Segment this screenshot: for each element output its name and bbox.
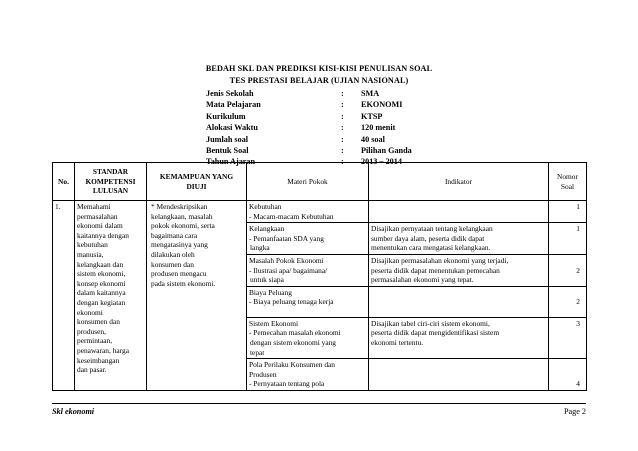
footer-left-text: Skl ekonomi (52, 407, 95, 416)
skl-line: ekonomi dalam (77, 221, 123, 231)
materi-line: - Pemanfaatan SDA yang (249, 233, 324, 243)
kemampuan-cell (147, 201, 247, 391)
header-line: KEMAMPUAN YANG (159, 171, 234, 181)
nomor-soal-cell: 1 (549, 201, 587, 223)
meta-row-kurikulum (206, 111, 412, 122)
meta-colon: : (341, 123, 344, 133)
skl-line: konsep ekonomi (77, 278, 126, 288)
materi-line: - Macam-macam Kebutuhan (249, 211, 334, 221)
materi-line: dengan sistem ekonomi yang (250, 337, 337, 347)
meta-label: Jenis Sekolah (206, 89, 254, 98)
skl-line: keseimbangan (77, 355, 120, 365)
indikator-line: sumber daya alam, peserta didik dapat (371, 233, 485, 243)
meta-row-bentuk-soal (206, 145, 412, 156)
materi-cell (247, 223, 369, 255)
skl-line: kelangkaan dan (77, 259, 124, 269)
header-line: STANDAR (92, 167, 129, 177)
skl-line: ekonomi (77, 307, 103, 317)
materi-line: untuk siapa (250, 275, 284, 285)
meta-colon: : (341, 89, 344, 98)
meta-value: EKONOMI (361, 100, 403, 110)
indikator-cell (369, 254, 549, 286)
table-row (53, 201, 587, 223)
meta-value: KTSP (361, 111, 383, 121)
header-line: LULUSAN (92, 186, 129, 196)
skl-line: kaitannya dengan (77, 230, 129, 240)
meta-label: Alokasi Waktu (206, 123, 258, 133)
meta-value: 120 menit (361, 123, 396, 133)
header-kemampuan (147, 163, 247, 201)
nomor-soal-cell: 3 (549, 317, 587, 358)
kemampuan-line: dilakukan oleh (151, 249, 195, 259)
materi-line: Masalah Pokok Ekonomi (249, 255, 324, 265)
meta-row-alokasi-waktu (206, 122, 412, 133)
meta-colon: : (341, 134, 344, 144)
indikator-cell (369, 317, 549, 358)
skl-line: dan pasar. (77, 365, 107, 375)
meta-colon: : (341, 145, 344, 155)
indikator-cell (369, 359, 549, 391)
materi-line: Produsen (249, 369, 277, 379)
meta-value: 2013 – 2014 (361, 157, 402, 167)
skl-line: sistem ekonomi, (77, 269, 126, 279)
kemampuan-line: bagaimana cara (151, 230, 198, 240)
kemampuan-line: produsen mengacu (151, 269, 207, 279)
indikator-line: Disajikan pernyataan tentang kelangkaan (371, 224, 493, 234)
header-line: KOMPETENSI (85, 176, 136, 186)
indikator-cell (369, 201, 549, 223)
skl-line: produsen, (77, 326, 106, 336)
materi-line: Kelangkaan (249, 224, 285, 234)
skl-line: permasalahan (77, 211, 118, 221)
document-title: BEDAH SKL DAN PREDIKSI KISI-KISI PENULISAN SOAL (205, 64, 433, 73)
nomor-soal-cell: 2 (549, 254, 587, 286)
indikator-line: peserta didik dapat menentukan pemecahan (371, 265, 500, 275)
meta-block (206, 88, 412, 168)
table-header-row (53, 163, 587, 201)
meta-value: Pilihan Ganda (361, 145, 412, 155)
row-number: 1. (53, 201, 75, 391)
materi-cell (247, 359, 369, 391)
materi-cell (247, 201, 369, 223)
meta-row-jumlah-soal (206, 134, 412, 145)
meta-value: 40 soal (361, 134, 385, 144)
materi-line: Sistem Ekonomi (249, 318, 299, 328)
indikator-line: Disajikan permasalahan ekonomi yang terjadi, (371, 255, 509, 265)
footer-divider (52, 403, 586, 404)
meta-label: Mata Pelajaran (206, 100, 261, 110)
materi-line: - Biaya peluang tenaga kerja (249, 297, 334, 307)
header-no: No. (53, 163, 75, 201)
kemampuan-line: pokok ekonomi, serta (151, 221, 215, 231)
meta-colon: : (341, 157, 344, 167)
skl-line: kebutuhan (77, 240, 108, 250)
indikator-line: menentukan cara mengatasi kelangkaan. (371, 243, 491, 253)
meta-label: Bentuk Soal (206, 145, 249, 155)
materi-line: - Pemecahan masalah ekonomi (249, 328, 341, 338)
indikator-line: permasalahan ekonomi yang tepat. (371, 275, 474, 285)
materi-line: Biaya Peluang (249, 287, 292, 297)
meta-colon: : (341, 111, 344, 121)
indikator-line: Disajikan tabel ciri-ciri sistem ekonomi, (371, 318, 490, 328)
skl-line: dengan kegiatan (77, 297, 126, 307)
materi-cell (247, 317, 369, 358)
skl-line: konsumen dan (77, 317, 120, 327)
kemampuan-line: pada sistem ekonomi. (151, 278, 216, 288)
kemampuan-line: mengatasinya yang (151, 240, 208, 250)
meta-row-jenis-sekolah (206, 88, 412, 99)
header-indikator: Indikator (369, 163, 549, 201)
kemampuan-line: konsumen dan (151, 259, 194, 269)
meta-colon: : (341, 100, 344, 110)
materi-line: - Ilustrasi apa/ bagaimana/ (249, 265, 328, 275)
meta-label: Tahun Ajaran (206, 157, 256, 167)
materi-line: tepat (250, 347, 265, 357)
materi-line: Pola Perilaku Konsumen dan (249, 360, 336, 370)
meta-value: SMA (361, 89, 380, 98)
header-line: Soal (560, 181, 575, 191)
meta-label: Jumlah soal (206, 134, 249, 144)
skl-line: dalam kaitannya (77, 288, 126, 298)
indikator-cell (369, 286, 549, 317)
indikator-line: ekonomi tertentu. (371, 337, 424, 347)
materi-line: Kebutuhan (249, 202, 282, 211)
kemampuan-line: kelangkaan, masalah (151, 211, 213, 221)
skl-line: penawaran, harga (77, 345, 129, 355)
materi-cell (247, 286, 369, 317)
skl-line: Memahami (77, 202, 111, 211)
indikator-line: peserta didik dapat mengidentifikasi sistem (371, 328, 500, 338)
header-nomor-soal (549, 163, 587, 201)
header-line: DIUJI (186, 181, 207, 191)
indikator-cell (369, 223, 549, 255)
document-subtitle: TES PRESTASI BELAJAR (UJIAN NASIONAL) (229, 76, 409, 85)
standar-kompetensi-cell (75, 201, 147, 391)
skl-line: permintaan, (77, 336, 113, 346)
footer-page-number: Page 2 (563, 407, 586, 416)
materi-line: - Pernyataan tentang pola (249, 379, 325, 389)
nomor-soal-cell: 1 (549, 223, 587, 255)
materi-line: langka (250, 243, 270, 253)
header-line: Nomor (557, 171, 578, 181)
skl-line: manusia, (77, 249, 104, 259)
kemampuan-line: * Mendeskripsikan (151, 202, 208, 211)
header-standar-kompetensi (75, 163, 147, 201)
materi-cell (247, 254, 369, 286)
nomor-soal-cell: 2 (549, 286, 587, 317)
nomor-soal-cell: 4 (549, 359, 587, 391)
kisi-kisi-table (52, 162, 587, 391)
header-materi-pokok: Materi Pokok (247, 163, 369, 201)
meta-label: Kurikulum (206, 111, 246, 121)
meta-row-mata-pelajaran (206, 99, 412, 110)
